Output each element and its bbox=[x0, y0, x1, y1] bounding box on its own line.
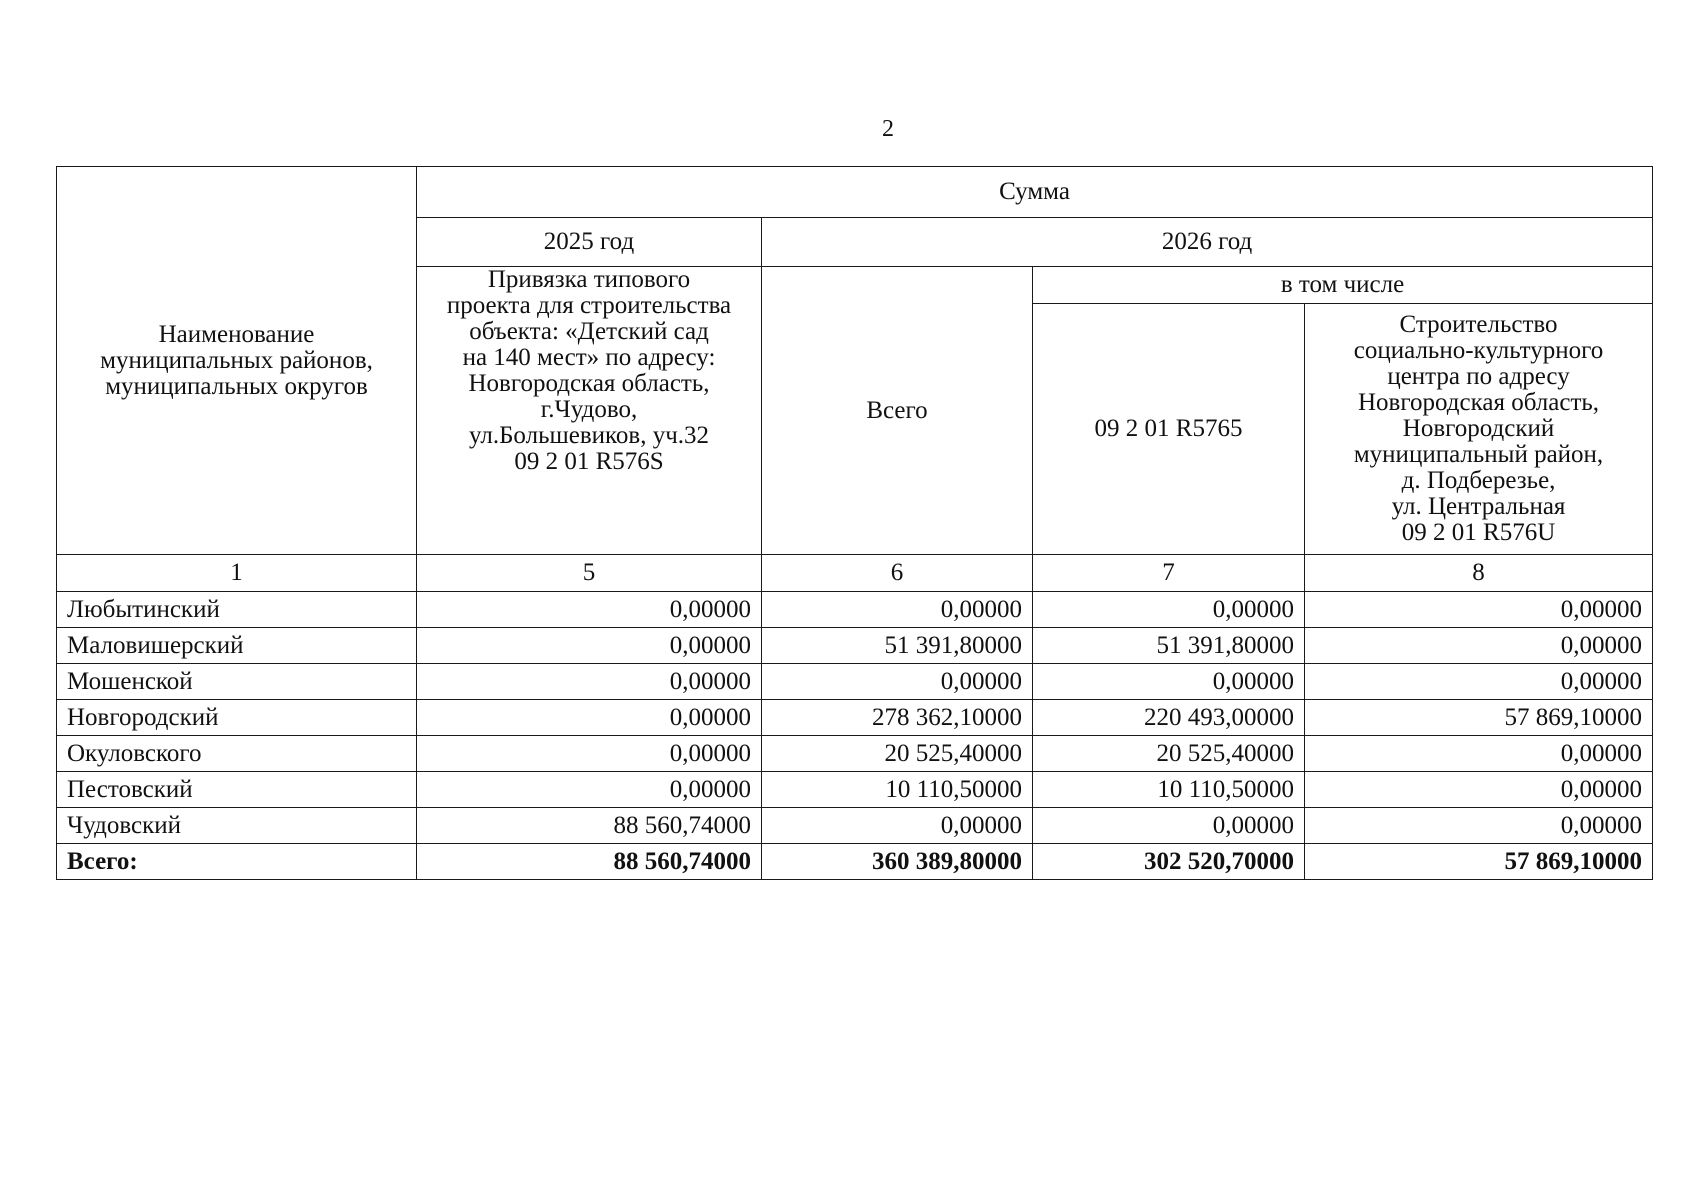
column-number: 7 bbox=[1033, 555, 1305, 592]
col5-description-line: Привязка типового bbox=[487, 266, 691, 293]
amount-cell: 0,00000 bbox=[417, 628, 762, 664]
total-row bbox=[57, 844, 1653, 880]
table-row bbox=[57, 808, 1653, 844]
column-number: 6 bbox=[762, 555, 1033, 592]
total-amount: 88 560,74000 bbox=[417, 844, 762, 880]
total-label: Всего: bbox=[57, 844, 417, 880]
amount-cell: 0,00000 bbox=[1305, 628, 1653, 664]
amount-cell: 0,00000 bbox=[1305, 736, 1653, 772]
amount-cell: 0,00000 bbox=[762, 592, 1033, 628]
table-row bbox=[57, 664, 1653, 700]
amount-cell: 0,00000 bbox=[1033, 808, 1305, 844]
col8-description-line: 09 2 01 R576U bbox=[1401, 519, 1556, 546]
total-amount: 302 520,70000 bbox=[1033, 844, 1305, 880]
column-number: 1 bbox=[57, 555, 417, 592]
district-name: Пестовский bbox=[57, 772, 417, 808]
amount-cell: 20 525,40000 bbox=[1033, 736, 1305, 772]
amount-cell: 88 560,74000 bbox=[417, 808, 762, 844]
amount-cell: 0,00000 bbox=[417, 592, 762, 628]
amount-cell: 10 110,50000 bbox=[762, 772, 1033, 808]
name-header-line: муниципальных округов bbox=[105, 372, 368, 400]
district-name: Чудовский bbox=[57, 808, 417, 844]
col8-description bbox=[1305, 304, 1653, 555]
table-row bbox=[57, 628, 1653, 664]
col8-description-line: социально-культурного bbox=[1353, 337, 1604, 364]
including-header: в том числе bbox=[1033, 267, 1653, 304]
col5-description-line: Новгородская область, bbox=[468, 370, 710, 397]
amount-cell: 0,00000 bbox=[762, 664, 1033, 700]
district-name: Мошенской bbox=[57, 664, 417, 700]
amount-cell: 0,00000 bbox=[417, 772, 762, 808]
header-row-sum bbox=[57, 167, 1653, 218]
sum-header: Сумма bbox=[417, 167, 1653, 218]
col8-description-line: Новгородский bbox=[1402, 415, 1555, 442]
col8-description-line: д. Подберезье, bbox=[1401, 467, 1556, 494]
col8-description-line: ул. Центральная bbox=[1391, 493, 1566, 520]
name-header-line: муниципальных районов, bbox=[100, 346, 373, 374]
amount-cell: 220 493,00000 bbox=[1033, 700, 1305, 736]
page-number: 2 bbox=[882, 116, 894, 142]
col8-description-line: муниципальный район, bbox=[1353, 441, 1604, 468]
financing-table bbox=[56, 166, 1653, 880]
district-name: Любытинский bbox=[57, 592, 417, 628]
col6-total-header: Всего bbox=[762, 267, 1033, 555]
name-header-line: Наименование bbox=[158, 320, 315, 348]
col5-description-line: проекта для строительства bbox=[446, 292, 732, 319]
amount-cell: 0,00000 bbox=[1033, 592, 1305, 628]
name-column-header bbox=[57, 167, 417, 555]
amount-cell: 0,00000 bbox=[1033, 664, 1305, 700]
column-number: 8 bbox=[1305, 555, 1653, 592]
amount-cell: 57 869,10000 bbox=[1305, 700, 1653, 736]
table-row bbox=[57, 700, 1653, 736]
amount-cell: 0,00000 bbox=[417, 736, 762, 772]
col5-description-line: объекта: «Детский сад bbox=[469, 318, 709, 345]
amount-cell: 0,00000 bbox=[762, 808, 1033, 844]
col8-description-line: Строительство bbox=[1399, 311, 1558, 338]
table-row bbox=[57, 592, 1653, 628]
column-number: 5 bbox=[417, 555, 762, 592]
amount-cell: 10 110,50000 bbox=[1033, 772, 1305, 808]
amount-cell: 0,00000 bbox=[1305, 664, 1653, 700]
col8-description-line: центра по адресу bbox=[1387, 363, 1570, 390]
col8-description-line: Новгородская область, bbox=[1358, 389, 1600, 416]
table-row bbox=[57, 772, 1653, 808]
col5-description-line: на 140 мест» по адресу: bbox=[462, 344, 716, 371]
district-name: Маловишерский bbox=[57, 628, 417, 664]
amount-cell: 0,00000 bbox=[1305, 592, 1653, 628]
amount-cell: 51 391,80000 bbox=[1033, 628, 1305, 664]
amount-cell: 278 362,10000 bbox=[762, 700, 1033, 736]
total-amount: 57 869,10000 bbox=[1305, 844, 1653, 880]
col5-description bbox=[417, 267, 762, 555]
amount-cell: 0,00000 bbox=[417, 664, 762, 700]
amount-cell: 51 391,80000 bbox=[762, 628, 1033, 664]
col7-code-header: 09 2 01 R5765 bbox=[1033, 304, 1305, 555]
amount-cell: 0,00000 bbox=[1305, 808, 1653, 844]
col5-description-line: ул.Большевиков, уч.32 bbox=[468, 422, 710, 449]
year-2025-header: 2025 год bbox=[417, 218, 762, 267]
total-amount: 360 389,80000 bbox=[762, 844, 1033, 880]
year-2026-header: 2026 год bbox=[762, 218, 1653, 267]
amount-cell: 0,00000 bbox=[417, 700, 762, 736]
column-number-row bbox=[57, 555, 1653, 592]
amount-cell: 20 525,40000 bbox=[762, 736, 1033, 772]
table-row bbox=[57, 736, 1653, 772]
district-name: Новгородский bbox=[57, 700, 417, 736]
col5-description-line: 09 2 01 R576S bbox=[514, 448, 664, 475]
amount-cell: 0,00000 bbox=[1305, 772, 1653, 808]
district-name: Окуловского bbox=[57, 736, 417, 772]
col5-description-line: г.Чудово, bbox=[540, 396, 638, 423]
